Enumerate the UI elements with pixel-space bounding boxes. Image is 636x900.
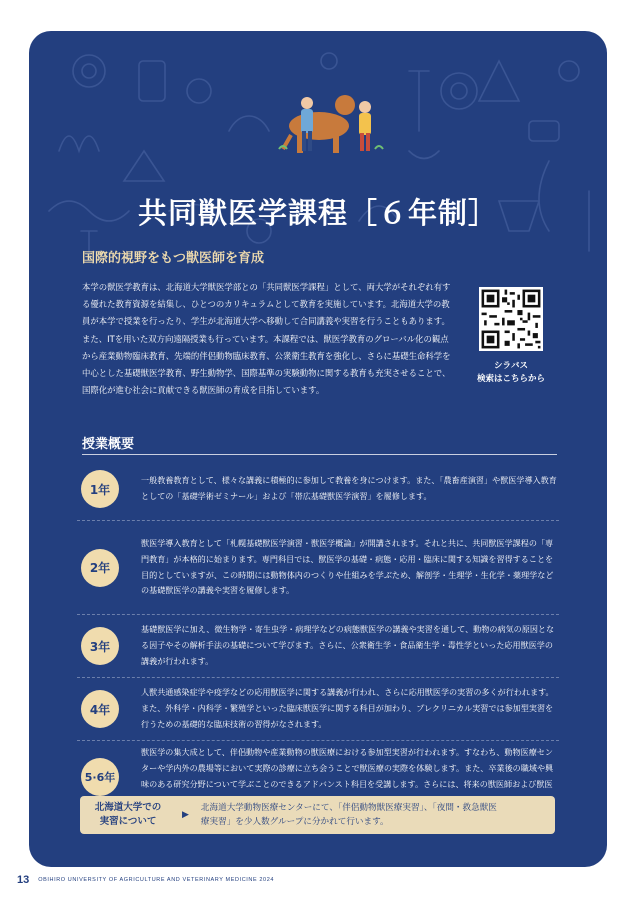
intro-body: 本学の獣医学教育は、北海道大学獣医学部との「共同獣医学課程」として、両大学がそれぞれ有する優れた教育資源を結集し、ひとつのカリキュラムとして教育を実施しています。北海道大学の教員が本学で授業を行ったり、学生が北海道大学へ移動して合同講義や実習を行うこともあります。また、ITを用いた双方向遠隔授業も行っています。本課程では、獣医学教育のグローバル化の観点から産業動物臨床教育、先端的伴侶動物臨床教育、公衆衛生教育を強化し、さらに基礎生命科学を中心とした基礎獣医学教育、野生動物学、国際基準の実験動物に関する教育も充実させることで、国際化が進む社会に貢献できる獣医師の育成を目指しています。 xyxy=(82,282,451,396)
year-row-1 xyxy=(77,458,559,521)
note-label: 北海道大学での 実習について xyxy=(94,802,162,827)
qr-code-icon[interactable] xyxy=(479,287,543,351)
year-badge: 1年 xyxy=(81,470,119,508)
qr-caption: シラバス 検索はこちらから xyxy=(476,361,545,384)
intro-heading: 国際的視野をもつ獣医師を育成 xyxy=(82,251,265,266)
year-badge: 2年 xyxy=(81,549,119,587)
year-list xyxy=(77,458,559,813)
year-row-3 xyxy=(77,615,559,678)
year-description: 人獣共通感染症学や疫学などの応用獣医学に関する講義が行われ、さらに応用獣医学の実習の多くが行われます。また、外科学・内科学・繁殖学といった臨床獣医学に関する科目が加わり、プレクリニカル実習では参加型実習を行うための基礎的な臨床技術の習得がなされます。 xyxy=(141,687,554,729)
year-description: 獣医学の集大成として、伴侶動物や産業動物の獣医療における参加型実習が行われます。すなわち、動物医療センターや学内外の農場等において実際の診療に立ち会うことで獣医療の実際を体験します。また、卒業後の職域や興味のある研究分野について学ぶことのできるアドバンスト科目を受講します。さらには、将来の獣医師および獣医 xyxy=(141,747,554,789)
header-illustration xyxy=(29,31,607,271)
overview-heading: 授業概要 xyxy=(82,437,135,452)
year-description: 一般教養教育として、様々な講義に積極的に参加して教養を身につけます。また、「農畜産演習」や獣医学導入教育としての「基礎学術ゼミナール」および「帯広基礎獣医学演習」を履修します。 xyxy=(141,475,557,501)
cow-and-vets-illustration xyxy=(279,95,383,153)
year-row-2 xyxy=(77,521,559,615)
content-card xyxy=(29,31,607,867)
hokkaido-practice-note xyxy=(80,796,555,834)
page-footer xyxy=(17,874,274,886)
footer-text: OBIHIRO UNIVERSITY OF AGRICULTURE AND VETERINARY MEDICINE 2024 xyxy=(38,877,275,883)
year-badge: 3年 xyxy=(81,627,119,665)
note-text: 北海道大学動物医療センターにて、「伴侶動物獣医療実習」、「夜間・救急獣医療実習」を少人数グループに分かれて行います。 xyxy=(200,803,497,827)
year-row-4 xyxy=(77,678,559,741)
arrow-right-icon: ▶ xyxy=(182,810,189,820)
year-badge: 4年 xyxy=(81,690,119,728)
page-number: 13 xyxy=(17,874,30,886)
year-description: 獣医学導入教育として「札幌基礎獣医学演習・獣医学概論」が開講されます。それと共に、共同獣医学課程の「専門教育」が本格的に始まります。専門科目では、獣医学の基礎・病態・応用・臨床に関する知識を習得することを目的としていますが、この時期には動物体内のつくりや仕組みを学ぶため、解剖学・生理学・生化学・薬理学などの基礎獣医学の講義や実習を履修します。 xyxy=(141,537,554,596)
year-description: 基礎獣医学に加え、微生物学・寄生虫学・病理学などの病態獣医学の講義や実習を通して、動物の病気の原因となる因子やその解析手法の基礎について学びます。さらに、公衆衛生学・食品衛生学・毒性学といった応用獣医学の講義が行われます。 xyxy=(141,624,555,666)
overview-divider xyxy=(82,454,557,455)
year-badge: 5·6年 xyxy=(81,758,119,796)
syllabus-qr-block[interactable] xyxy=(476,287,546,386)
page-title: 共同獣医学課程［６年制］ xyxy=(137,196,498,230)
